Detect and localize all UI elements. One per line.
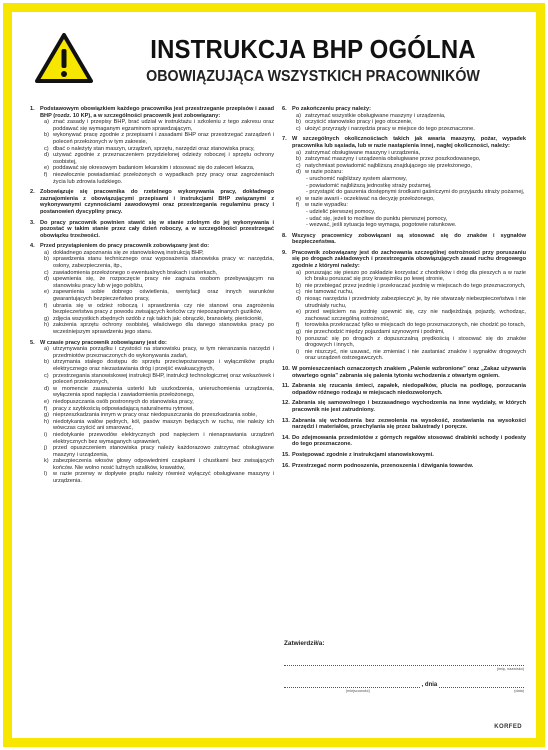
list-item-text: - udzielić pierwszej pomocy, <box>306 208 376 215</box>
list-item <box>44 152 274 165</box>
list-item-text: założenia sprzętu ochrony osobistej, właściwego dla danego stanowiska pracy po wcześniejszym sprawdzeniu jego stanu. <box>53 322 274 335</box>
list-item-letter: a) <box>296 112 301 119</box>
section-heading-text: Zobowiązuje się pracownika do rzetelnego wykonywania pracy, dokładnego zaznajomienia z obowiązującymi przepisami i instrukcjami BHP związanymi z wykonywanymi czynnościami zawodowymi oraz przestrzegania regulaminu pracy i postanowień dyscypliny pracy. <box>40 189 274 215</box>
list-item-letter: h) <box>44 418 49 425</box>
list-item-text: pracy z szybkością odpowiadającą naturalnemu rytmowi, <box>53 405 194 412</box>
list-item-letter: e) <box>296 195 301 202</box>
list-item <box>44 359 274 372</box>
approval-block <box>284 640 524 693</box>
section-number: 2. <box>30 189 35 196</box>
list-item-letter: c) <box>44 372 49 379</box>
section-heading <box>282 463 526 470</box>
list-item-letter: j) <box>44 445 48 452</box>
list-item-letter: a) <box>296 269 301 276</box>
name-hint: (imię, nazwisko) <box>496 667 524 671</box>
date-label: , dnia <box>421 682 438 688</box>
instruction-section <box>282 136 526 228</box>
list-item-text: - przystąpić do gaszenia dostępnymi środkami gaśniczymi do przyjazdu straży pożarnej, <box>306 189 525 196</box>
list-item-text: w razie pożaru: <box>305 169 343 176</box>
list-item-text: - udać się, jeżeli to możliwe do punktu pierwszej pomocy, <box>306 215 448 222</box>
list-item-text: zdjęcia wszystkich zbędnych ozdób z rąk takich jak: obrączki, bransolety, pierścionki, <box>53 315 264 322</box>
list-item <box>306 176 526 183</box>
list-item-text: - powiadomić najbliższą jednostkę straży pożarnej, <box>306 182 432 189</box>
list-item-letter: d) <box>44 152 49 159</box>
section-heading <box>30 106 274 119</box>
list-item-text: natychmiast powiadomić najbliższą znajdującego się przełożonego, <box>305 162 472 169</box>
list-item <box>44 165 274 172</box>
instruction-section <box>282 250 526 362</box>
list-item-text: niosąc narzędzia i przedmioty zabezpieczyć je, by nie stwarzały niebezpieczeństwa i nie utrudniały ruchu, <box>305 296 526 309</box>
list-item-text: torowiska przekraczać tylko w miejscach do tego przeznaczonych, nie chodzić po torach, <box>305 322 526 329</box>
name-signature-line <box>284 655 524 666</box>
section-number: 13. <box>282 417 290 424</box>
list-item-letter: c) <box>296 125 301 132</box>
page-title: INSTRUKCJA BHP OGÓLNA <box>150 34 476 64</box>
list-item <box>44 256 274 269</box>
section-number: 16. <box>282 462 290 469</box>
list-item-text: przed opuszczeniem stanowiska pracy należy każdorazowo zatrzymać obsługiwane maszyny i urządzenia, <box>53 445 274 458</box>
section-number: 10. <box>282 365 290 372</box>
section-heading-text: Pracownik zobowiązany jest do zachowania szczególnej ostrożności przy poruszaniu się po drogach zakładowych i przestrzegania obowiązujących zasad ruchu drogowego zgodnie z którymi należy: <box>292 249 526 270</box>
instruction-section <box>30 189 274 215</box>
section-heading <box>282 106 526 113</box>
list-item <box>296 156 526 163</box>
list-item <box>296 322 526 329</box>
list-item <box>296 336 526 349</box>
list-item <box>44 458 274 471</box>
list-item-letter: b) <box>296 282 301 289</box>
section-heading <box>282 452 526 459</box>
section-number: 5. <box>30 339 35 346</box>
section-items <box>44 346 274 484</box>
list-item-letter: i) <box>44 431 48 438</box>
list-item-text: niedopuszczania osób postronnych do stanowiska pracy, <box>53 398 194 405</box>
list-item-letter: k) <box>44 458 49 465</box>
section-heading <box>282 435 526 448</box>
list-item <box>44 445 274 458</box>
list-item-text: nie przebiegać przez jezdnię i przekraczać jezdnię w miejscach do tego przeznaczonych, <box>305 282 526 289</box>
page-subtitle: OBOWIĄZUJĄCA WSZYSTKICH PRACOWNIKÓW <box>146 68 480 85</box>
instruction-section <box>30 106 274 185</box>
list-item-letter: c) <box>44 269 49 276</box>
list-item-text: poruszać się po drogach z dopuszczalną prędkością i stosować się do znaków drogowych i innych, <box>305 335 526 349</box>
list-item <box>44 412 274 419</box>
section-heading <box>282 383 526 396</box>
list-item-letter: f) <box>296 202 300 209</box>
list-item-letter: f) <box>44 302 48 309</box>
section-heading <box>282 418 526 431</box>
section-items <box>296 113 526 133</box>
list-item <box>44 172 274 185</box>
list-item-text: ubrania się w odzież roboczą i sprawdzenia czy nie stanowi ona zagrożenia bezpieczeństwa pracy z powodu zwisających końców czy niepozapinanych guzików, <box>53 302 274 316</box>
instruction-section <box>30 243 274 335</box>
list-item-letter: g) <box>44 412 49 419</box>
section-number: 11. <box>282 383 290 390</box>
section-heading-text: W pomieszczeniach oznaczonych znakiem „Palenie wzbronione” oraz „Zakaz używania otwartego ognia” zabrania się palenia tytoniu wchodzenia z otwartym ogniem. <box>292 365 526 379</box>
section-heading-text: Podstawowym obowiązkiem każdego pracownika jest przestrzeganie przepisów i zasad BHP (rozdz. 10 KP), a w szczególności pracownik jest zobowiązany: <box>40 106 274 119</box>
list-item-letter: e) <box>44 398 49 405</box>
list-item <box>44 471 274 484</box>
brand-logo-text: KORFED <box>494 724 522 730</box>
list-item <box>306 209 526 216</box>
section-heading-text: Zabrania się samowolnego i bezzasadnego wychodzenia na inne wydziały, w których pracownik nie jest zatrudniony. <box>292 400 526 413</box>
list-item-letter: d) <box>296 296 301 303</box>
section-heading <box>30 220 274 240</box>
list-item-letter: d) <box>296 169 301 176</box>
section-items <box>44 119 274 185</box>
list-item <box>306 183 526 190</box>
instruction-section <box>30 340 274 485</box>
list-item-letter: g) <box>44 315 49 322</box>
section-heading <box>282 136 526 149</box>
list-item-text: używać zgodnie z przeznaczeniem przydzielonej odzieży roboczej i sprzętu ochrony osobistej, <box>53 152 274 165</box>
list-item-text: - wezwać, jeśli sytuacja tego wymaga, pogotowie ratunkowe. <box>306 222 457 229</box>
list-item-text: oczyścić stanowisko pracy i jego otoczenie, <box>305 119 413 126</box>
section-heading <box>282 250 526 270</box>
place-line <box>284 677 420 688</box>
section-number: 14. <box>282 434 290 441</box>
list-item-letter: b) <box>296 119 301 126</box>
list-item-text: w razie awarii - oczekiwać na decyzję przełożonego, <box>305 195 435 202</box>
list-item <box>306 216 526 223</box>
section-heading <box>30 243 274 250</box>
list-item-letter: d) <box>44 385 49 392</box>
section-number: 1. <box>30 106 35 112</box>
list-item-letter: f) <box>296 322 300 329</box>
list-item <box>44 132 274 145</box>
list-item <box>44 270 274 277</box>
list-item-letter: f) <box>44 405 48 412</box>
list-item <box>44 346 274 359</box>
list-item <box>44 399 274 406</box>
list-item <box>296 270 526 283</box>
list-item-text: znać zasady i przepisy BHP, brać udział w instruktażu i szkoleniu z tego zakresu oraz poddawać się wymaganym egzaminom sprawdzającym, <box>53 119 274 132</box>
list-item <box>296 150 526 157</box>
list-item-text: poruszając się pieszo po zakładzie korzystać z chodników i dróg dla pieszych a w razie ich braku poruszać się przy krawężniku po lewej stronie, <box>305 269 526 283</box>
list-item-letter: h) <box>296 335 301 342</box>
section-heading <box>282 400 526 413</box>
list-item-letter: l) <box>44 471 48 478</box>
list-item <box>296 119 526 126</box>
instruction-section <box>282 463 526 470</box>
list-item-text: nie niszczyć, nie usuwać, nie zmieniać i nie zastaniać znaków i sygnałów drogowych oraz urządzeń ostrzegawczych. <box>305 348 526 362</box>
list-item <box>44 289 274 302</box>
list-item <box>296 283 526 290</box>
instruction-section <box>282 452 526 459</box>
list-item-text: wykonywać pracę zgodnie z przepisami i zasadami BHP oraz przestrzegać zarządzeń i poleceń przełożonych w tym zakresie, <box>53 132 274 145</box>
list-item <box>296 163 526 170</box>
section-number: 3. <box>30 219 35 226</box>
list-item-letter: e) <box>44 165 49 172</box>
list-item-text: przed wejściem na jezdnię upewnić się, czy nie nadjeżdżają pojazdy, wchodząc, zachować szczególną ostrożność, <box>305 309 526 322</box>
list-item-text: niedotykania wałów pędnych, kół, pasów maszyn będących w ruchu, nie należy ich wówczas czyścić ani smarować, <box>53 418 274 432</box>
instruction-section <box>282 383 526 396</box>
list-item-text: nie przechodzić między pojazdami szynowymi i podnimi, <box>305 329 445 335</box>
list-item-letter: i) <box>296 348 300 355</box>
instruction-section <box>282 106 526 132</box>
list-item-text: utrzymania stałego dostępu do sprzętu przeciwpożarowego i wyłączników prądu elektrycznego oraz niezastawiania dróg i przejść ewakuacyjnych, <box>53 359 274 372</box>
list-item-letter: a) <box>44 119 49 126</box>
list-item-text: w razie przerwy w dopływie prądu należy również wyłączyć obsługiwane maszyny i urządzenia. <box>53 471 274 485</box>
list-item-text: dokładnego zapoznania się ze stanowiskową instrukcją BHP, <box>53 249 204 256</box>
instruction-section <box>282 233 526 246</box>
section-heading-text: Po zakończeniu pracy należy: <box>292 106 371 112</box>
section-number: 15. <box>282 451 290 458</box>
list-item-letter: c) <box>44 145 49 152</box>
list-item-text: nie tamować ruchu, <box>305 289 354 296</box>
section-number: 6. <box>282 106 287 112</box>
section-heading-text: Zabrania się wchodzenia bez zezwolenia na wysokość, zostawiania na wysokości narzędzi i materiałów, przechylania się przez balustrady i poręcze. <box>292 417 526 431</box>
list-item-text: w razie wypadku: <box>305 202 348 209</box>
list-item <box>296 349 526 362</box>
list-item-text: zatrzymać wszystkie obsługiwane maszyny i urządzenia, <box>305 112 446 119</box>
list-item <box>44 119 274 132</box>
section-heading-text: Wszyscy pracownicy zobowiązani są stosować się do znaków i sygnałów bezpieczeństwa. <box>292 232 526 246</box>
list-item <box>44 373 274 386</box>
list-item <box>296 196 526 203</box>
section-heading <box>282 233 526 246</box>
list-item <box>44 419 274 432</box>
list-item-text: niedotykanie przewodów elektrycznych pod napięciem i nienaprawiania urządzeń elektrycznych bez wymaganych uprawnień, <box>53 431 274 445</box>
section-heading <box>30 189 274 215</box>
list-item <box>296 289 526 296</box>
list-item-text: upewnienia się, że rozpoczęcie pracy nie zagraża osobom przebywającym na stanowisku pracy lub w jego pobliżu, <box>53 276 274 289</box>
right-column <box>282 106 526 473</box>
list-item <box>44 322 274 335</box>
list-item-letter: b) <box>44 359 49 366</box>
place-hint: (miejscowość) <box>345 689 370 693</box>
list-item <box>306 222 526 229</box>
instruction-section <box>282 366 526 379</box>
list-item <box>44 146 274 153</box>
list-item-text: ułożyć przyrządy i narzędzia pracy w miejsce do tego przeznaczone. <box>305 125 475 132</box>
list-item-text: dbać o należyty stan maszyn, urządzeń, sprzętu, narzędzi oraz stanowiska pracy, <box>53 145 255 152</box>
date-hint: (data) <box>514 689 524 693</box>
list-item-letter: h) <box>44 322 49 329</box>
list-item-text: niezwłocznie powiadamiać przełożonych o wypadkach przy pracy oraz zagrożeniach życia lub zdrowia ludzkiego. <box>53 171 274 185</box>
list-item-letter: a) <box>44 346 49 353</box>
list-item-text: - uruchomić najbliższy system alarmowy, <box>306 175 407 182</box>
section-items <box>44 250 274 336</box>
instruction-section <box>30 220 274 240</box>
list-item <box>44 276 274 289</box>
list-item-text: zawiadomienia przełożonego o ewentualnych brakach i usterkach, <box>53 269 218 276</box>
section-number: 8. <box>282 232 287 239</box>
list-item <box>44 432 274 445</box>
list-item-text: w momencie zauważenia usterki lub uszkodzenia, unieruchomienia urządzenia, wyłączenia spod napięcia i zawiadomienia przełożonego, <box>53 385 274 399</box>
list-item-letter: c) <box>296 289 301 296</box>
section-heading-text: W czasie pracy pracownik zobowiązany jest do: <box>40 339 167 346</box>
section-number: 4. <box>30 243 35 250</box>
section-heading-text: Zabrania się rzucania śmieci, zapałek, niedopałków, plucia na podłogę, porzucania odpadów różnego rodzaju w miejscach niedozwolonych. <box>292 383 526 396</box>
list-item <box>296 126 526 133</box>
list-item-letter: a) <box>296 149 301 156</box>
section-items <box>296 270 526 362</box>
date-line <box>439 677 524 688</box>
list-item-letter: c) <box>296 162 301 169</box>
list-item <box>44 386 274 399</box>
approval-label: Zatwierdził/a: <box>284 640 325 647</box>
list-item <box>296 113 526 120</box>
list-item-letter: g) <box>296 329 301 335</box>
section-heading-text: Do zdejmowania przedmiotów z górnych regałów stosować drabinki schody i podesty do tego przeznaczone. <box>292 434 526 448</box>
list-item <box>44 303 274 316</box>
section-heading-text: Przestrzegać norm podnoszenia, przenoszenia i dźwigania towarów. <box>292 462 474 469</box>
warning-triangle-icon <box>34 32 94 84</box>
list-item-text: sprawdzenia stanu technicznego oraz wyposażenia stanowiska pracy w: narzędzia, osłony, zabezpieczenia, itp., <box>53 256 274 270</box>
list-item-letter: b) <box>44 132 49 139</box>
section-number: 7. <box>282 136 287 143</box>
list-item-text: zapewnienia sobie dobrego oświetlenia, wentylacji oraz innych warunków gwarantujących bezpieczeństwo pracy, <box>53 289 274 303</box>
list-item <box>296 202 526 209</box>
section-heading <box>282 366 526 379</box>
list-item <box>296 329 526 336</box>
section-heading-text: W szczególnych okolicznościach takich jak awaria maszyny, pożar, wypadek pracownika lub sąsiada, lub w razie nastąpienia innej, nagłej okoliczności, należy: <box>292 136 526 149</box>
list-item-letter: e) <box>296 309 301 316</box>
list-item <box>44 250 274 257</box>
list-item <box>296 309 526 322</box>
yellow-border-frame <box>3 3 545 747</box>
list-item <box>44 316 274 323</box>
section-heading-text: Do pracy pracownik powinien stawić się w stanie zdolnym do jej wykonywania i pozostać w takim stanie przez cały dzień roboczy, a w szczególności przestrzegać obowiązku trzeźwości. <box>40 219 274 239</box>
list-item <box>44 406 274 413</box>
list-item-letter: b) <box>44 256 49 263</box>
list-item-letter: b) <box>296 156 301 163</box>
list-item-letter: a) <box>44 249 49 256</box>
list-item-text: przestrzegania stanowiskowej instrukcji BHP, instrukcji technologicznej oraz wskazówek i poleceń przełożonych, <box>53 372 274 386</box>
instruction-section <box>282 435 526 448</box>
list-item <box>296 169 526 176</box>
list-item-text: poddawać się okresowym badaniom lekarskim i stosować się do zaleceń lekarza, <box>53 165 255 172</box>
list-item <box>306 189 526 196</box>
list-item-letter: e) <box>44 289 49 296</box>
section-heading-text: Przed przystąpieniem do pracy pracownik zobowiązany jest do: <box>40 243 210 250</box>
list-item-text: zatrzymać maszyny i urządzenia obsługiwane przez poszkodowanego, <box>305 156 481 163</box>
section-items <box>296 150 526 229</box>
list-item-text: utrzymywania porządku i czystości na stanowisku pracy, w tym nieranzania narzędzi i przedmiotów przeznaczonych do wykonywania zadań, <box>53 346 274 359</box>
instruction-section <box>282 418 526 431</box>
list-item <box>296 296 526 309</box>
list-item-letter: d) <box>44 276 49 283</box>
document-sheet <box>12 12 536 738</box>
list-item-letter: f) <box>44 171 48 178</box>
section-number: 12. <box>282 400 290 407</box>
section-heading <box>30 340 274 347</box>
instruction-section <box>282 400 526 413</box>
section-heading-text: Postępować zgodnie z instrukcjami stanowiskowymi. <box>292 451 434 458</box>
list-item-text: zabezpieczenia włosów głowy odpowiednimi czapkami i chustkami bez zwisających końców. Nie wolno nosić luźnych szalików, krawatów, <box>53 458 274 471</box>
section-number: 9. <box>282 249 287 256</box>
list-item-text: zatrzymać obsługiwane maszyny i urządzenia, <box>305 149 421 156</box>
list-item-text: nieprzeszkadzania innym w pracy oraz niedopuszczania do przeszkadzania sobie, <box>53 412 257 419</box>
left-column <box>30 106 274 489</box>
